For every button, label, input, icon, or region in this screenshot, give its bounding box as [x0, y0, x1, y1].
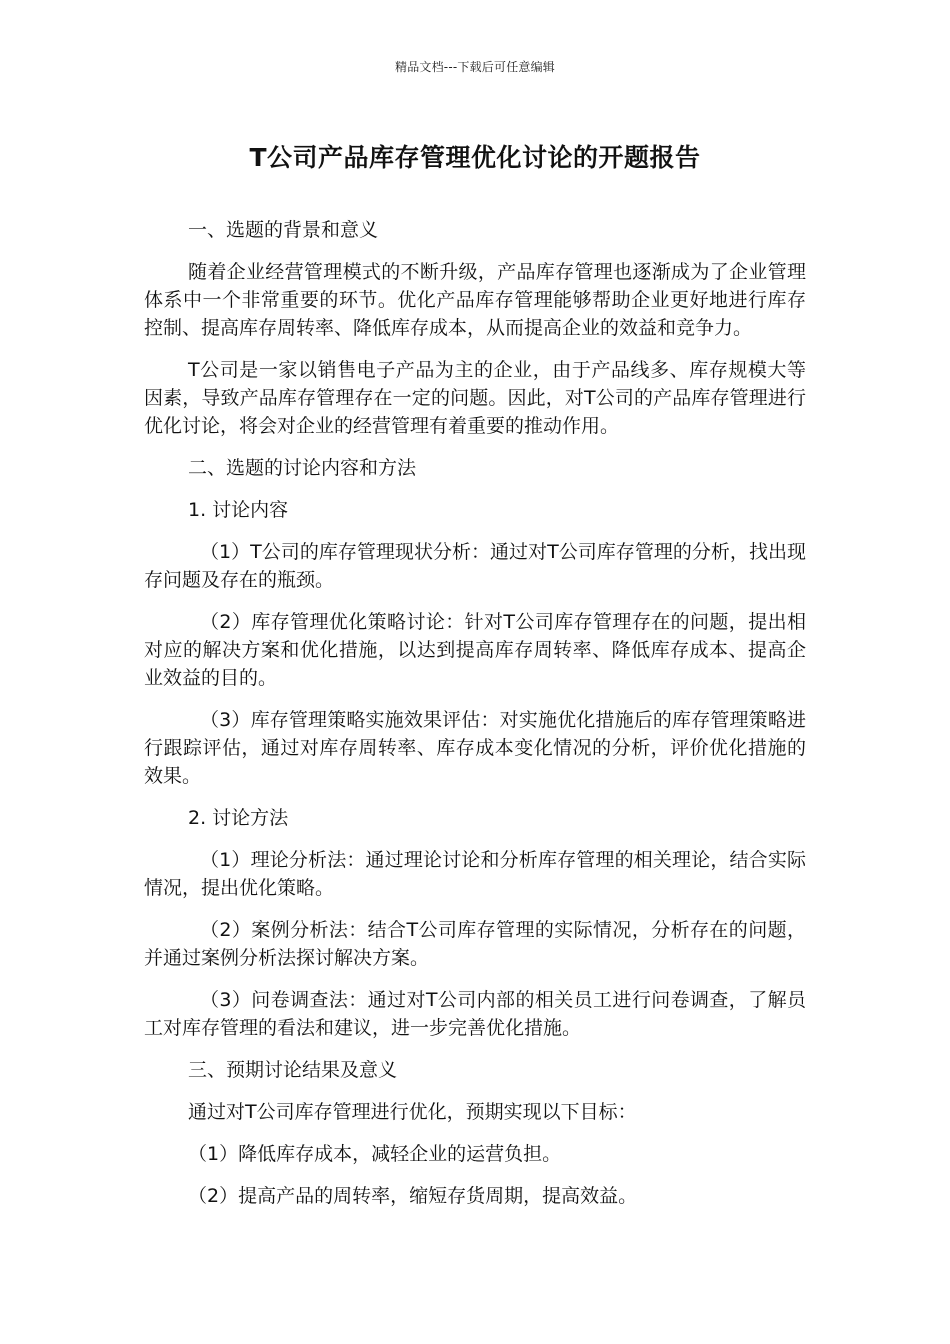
section-3-heading: 三、预期讨论结果及意义	[188, 1059, 398, 1081]
goal-item-1: （1）降低库存成本，减轻企业的运营负担。	[188, 1143, 562, 1165]
document-body	[144, 216, 806, 1224]
header-note: 精品文档---下载后可任意编辑	[395, 60, 555, 74]
method-item-2: （2）案例分析法：结合T公司库存管理的实际情况，分析存在的问题，并通过案例分析法探讨解决方案。	[144, 919, 806, 969]
section-2-heading: 二、选题的讨论内容和方法	[188, 457, 417, 479]
content-item-3: （3）库存管理策略实施效果评估：对实施优化措施后的库存管理策略进行跟踪评估，通过对库存周转率、库存成本变化情况的分析，评价优化措施的效果。	[144, 709, 806, 787]
goal-item-2: （2）提高产品的周转率，缩短存货周期，提高效益。	[188, 1185, 638, 1207]
method-item-3: （3）问卷调查法：通过对T公司内部的相关员工进行问卷调查，了解员工对库存管理的看法和建议，进一步完善优化措施。	[144, 989, 806, 1039]
section-2-subheading-method: 2. 讨论方法	[188, 807, 289, 829]
content-item-1: （1）T公司的库存管理现状分析：通过对T公司库存管理的分析，找出现存问题及存在的瓶颈。	[144, 541, 806, 591]
section-1-paragraph-2: T公司是一家以销售电子产品为主的企业，由于产品线多、库存规模大等因素，导致产品库存管理存在一定的问题。因此，对T公司的产品库存管理进行优化讨论，将会对企业的经营管理有着重要的推动作用。	[144, 359, 806, 437]
section-1-heading: 一、选题的背景和意义	[188, 219, 379, 241]
page-title: T公司产品库存管理优化讨论的开题报告	[249, 143, 701, 172]
section-2-subheading-content: 1. 讨论内容	[188, 499, 289, 521]
section-1-paragraph-1: 随着企业经营管理模式的不断升级，产品库存管理也逐渐成为了企业管理体系中一个非常重要的环节。优化产品库存管理能够帮助企业更好地进行库存控制、提高库存周转率、降低库存成本，从而提高企业的效益和竞争力。	[144, 261, 806, 339]
section-3-intro: 通过对T公司库存管理进行优化，预期实现以下目标：	[188, 1101, 637, 1123]
method-item-1: （1）理论分析法：通过理论讨论和分析库存管理的相关理论，结合实际情况，提出优化策略。	[144, 849, 806, 899]
content-item-2: （2）库存管理优化策略讨论：针对T公司库存管理存在的问题，提出相对应的解决方案和优化措施，以达到提高库存周转率、降低库存成本、提高企业效益的目的。	[144, 611, 806, 689]
